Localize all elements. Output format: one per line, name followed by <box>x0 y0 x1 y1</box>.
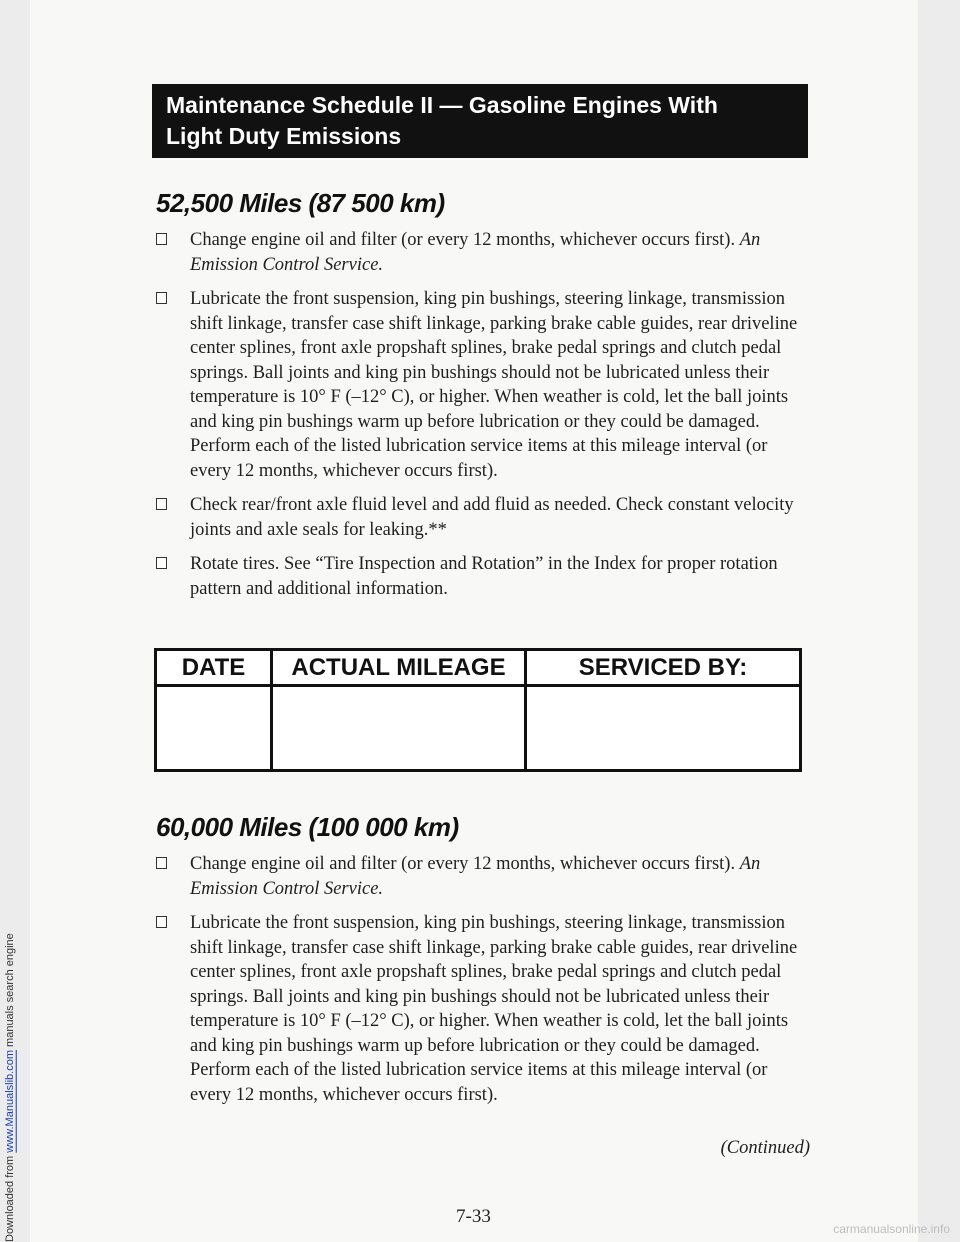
side-note-prefix: Downloaded from <box>4 1152 16 1242</box>
side-note-suffix: manuals search engine <box>4 933 16 1051</box>
checkbox-icon[interactable] <box>156 292 167 304</box>
watermark: carmanualsonline.info <box>833 1222 950 1236</box>
page-number: 7-33 <box>456 1206 491 1227</box>
manualslib-link[interactable]: www.Manualslib.com <box>4 1050 16 1153</box>
list-item <box>156 493 806 542</box>
item-emphasis: An Emission Control Service. <box>190 230 761 275</box>
download-side-note <box>4 0 16 1242</box>
item-text: Change engine oil and filter (or every 12 months, whichever occurs first). <box>190 230 740 250</box>
checkbox-icon[interactable] <box>156 233 167 245</box>
item-text: Check rear/front axle fluid level and add fluid as needed. Check constant velocity joints and axle seals for leaking.** <box>190 495 794 540</box>
list-item <box>156 287 806 483</box>
checkbox-icon[interactable] <box>156 498 167 510</box>
item-text: Lubricate the front suspension, king pin bushings, steering linkage, transmission shift linkage, transfer case shift linkage, parking brake cable guides, rear driveline center splines, front axle propshaft splines, brake pedal springs and clutch pedal springs. Ball joints and king pin bushings should not be lubricated unless their temperature is 10° F (–12° C), or higher. When weather is cold, let the ball joints and king pin bushings warm up before lubrication or they could be damaged. Perform each of the listed lubrication service items at this mileage interval (or every 12 months, whichever occurs first). <box>190 289 798 481</box>
table-header-mileage: ACTUAL MILEAGE <box>273 651 527 687</box>
item-text: Change engine oil and filter (or every 12 months, whichever occurs first). <box>190 854 740 874</box>
page-title-banner <box>152 84 808 158</box>
checklist-60000 <box>156 852 806 1117</box>
mileage-entry-cell[interactable] <box>273 687 527 769</box>
list-item <box>156 228 806 277</box>
table-header-date: DATE <box>157 651 273 687</box>
continued-note: (Continued) <box>720 1138 810 1158</box>
table-header-serviced-by: SERVICED BY: <box>527 651 799 687</box>
item-emphasis: An Emission Control Service. <box>190 854 761 899</box>
item-text: Rotate tires. See “Tire Inspection and Rotation” in the Index for proper rotation pattern and additional information. <box>190 554 778 599</box>
list-item <box>156 911 806 1107</box>
section-heading-52500: 52,500 Miles (87 500 km) <box>156 188 445 218</box>
date-entry-cell[interactable] <box>157 687 273 769</box>
page-title-line-2: Light Duty Emissions <box>166 123 402 149</box>
item-text: Lubricate the front suspension, king pin bushings, steering linkage, transmission shift linkage, transfer case shift linkage, parking brake cable guides, rear driveline center splines, front axle propshaft splines, brake pedal springs and clutch pedal springs. Ball joints and king pin bushings should not be lubricated unless their temperature is 10° F (–12° C), or higher. When weather is cold, let the ball joints and king pin bushings warm up before lubrication or they could be damaged. Perform each of the listed lubrication service items at this mileage interval (or every 12 months, whichever occurs first). <box>190 913 798 1105</box>
checklist-52500 <box>156 228 806 611</box>
section-heading-60000: 60,000 Miles (100 000 km) <box>156 812 459 842</box>
list-item <box>156 552 806 601</box>
checkbox-icon[interactable] <box>156 557 167 569</box>
checkbox-icon[interactable] <box>156 857 167 869</box>
checkbox-icon[interactable] <box>156 916 167 928</box>
page-title-line-1: Maintenance Schedule II — Gasoline Engines With <box>166 92 718 118</box>
list-item <box>156 852 806 901</box>
service-record-table <box>154 648 802 772</box>
serviced-by-entry-cell[interactable] <box>527 687 799 769</box>
